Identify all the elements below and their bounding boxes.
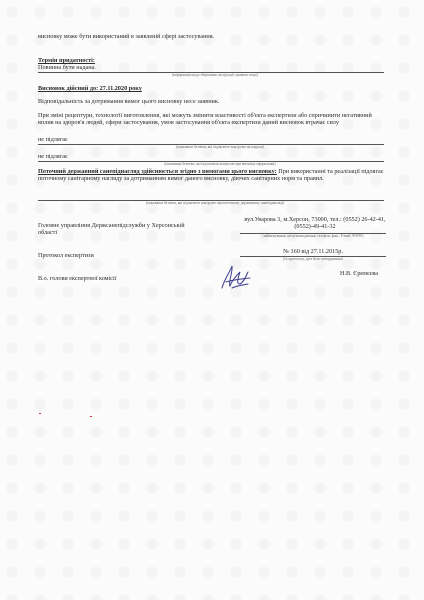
signatory-label: В.о. голови експертної комісії <box>38 275 117 282</box>
authority-address-hint: (найменування, місцезнаходження, телефон, факс, E-mail, WWW) <box>262 234 364 238</box>
authority-name: Головне управління Держсанепідслужби у Херсонській області <box>38 222 185 237</box>
protocol-label: Протокол експертизи <box>38 252 94 259</box>
validity-term-value: Повинна бути надана. <box>38 64 96 71</box>
intro-line: висновку може бути використаний в заявленій сфері застосування. <box>38 33 215 40</box>
conclusion-valid-text: Висновок дійсний до: 27.11.2020 року <box>38 85 142 92</box>
scan-speck <box>90 416 92 417</box>
customs-inspection-value: не підлягає <box>38 153 68 160</box>
supervision-hint: (показники безпеки, які підлягають контролю при поточному державному санепіднагляді) <box>145 201 285 205</box>
customs-inspection-hint: (показники безпеки, які підлягають контролю при митному оформленні) <box>164 162 276 166</box>
validity-term-label: Термін придатності: <box>38 57 95 64</box>
responsibility-text: Відповідальність за дотримання вимог цього висновку несе заявник. <box>38 98 220 105</box>
authority-address: вул.Уварова 3, м.Херсон, 73000, тел.: (0552) 26-42-41, (0552)-49-41-32 <box>244 216 386 231</box>
border-inspection-hint: (показники безпеки, які підлягають контролю на кордоні) <box>175 145 265 149</box>
protocol-hint: (№ протоколу, дата його затвердження) <box>283 257 343 261</box>
protocol-value: № 160 від 27.11.2015р. <box>283 248 343 255</box>
supervision-text: При використанні та реалізації підлягає поточному санітарному нагляду за дотриманням вимог даного висновку, діючих санітарних норм та правил. <box>38 168 384 183</box>
scan-speck <box>39 413 41 414</box>
supervision-label: Поточний державний санепіднагляд здійснюється згідно з вимогами цього висновку: <box>38 168 277 175</box>
supervision-block <box>38 168 386 183</box>
border-inspection-value: не підлягає <box>38 136 68 143</box>
validity-term-hint: (інформація щодо зберігання, інструкції, правила тощо) <box>172 73 258 77</box>
signatory-name: Н.В. Єремєєва <box>340 270 378 277</box>
handwritten-signature <box>218 262 254 292</box>
change-notice-text: При зміні рецептури, технології виготовлення, які можуть змінити властивості об'єкта експертизи або спричинити негативний вплив на здоров'я людей, сфери застосування, умов застосування об'єкта експертизи даний висновок втрачає силу <box>38 112 372 127</box>
